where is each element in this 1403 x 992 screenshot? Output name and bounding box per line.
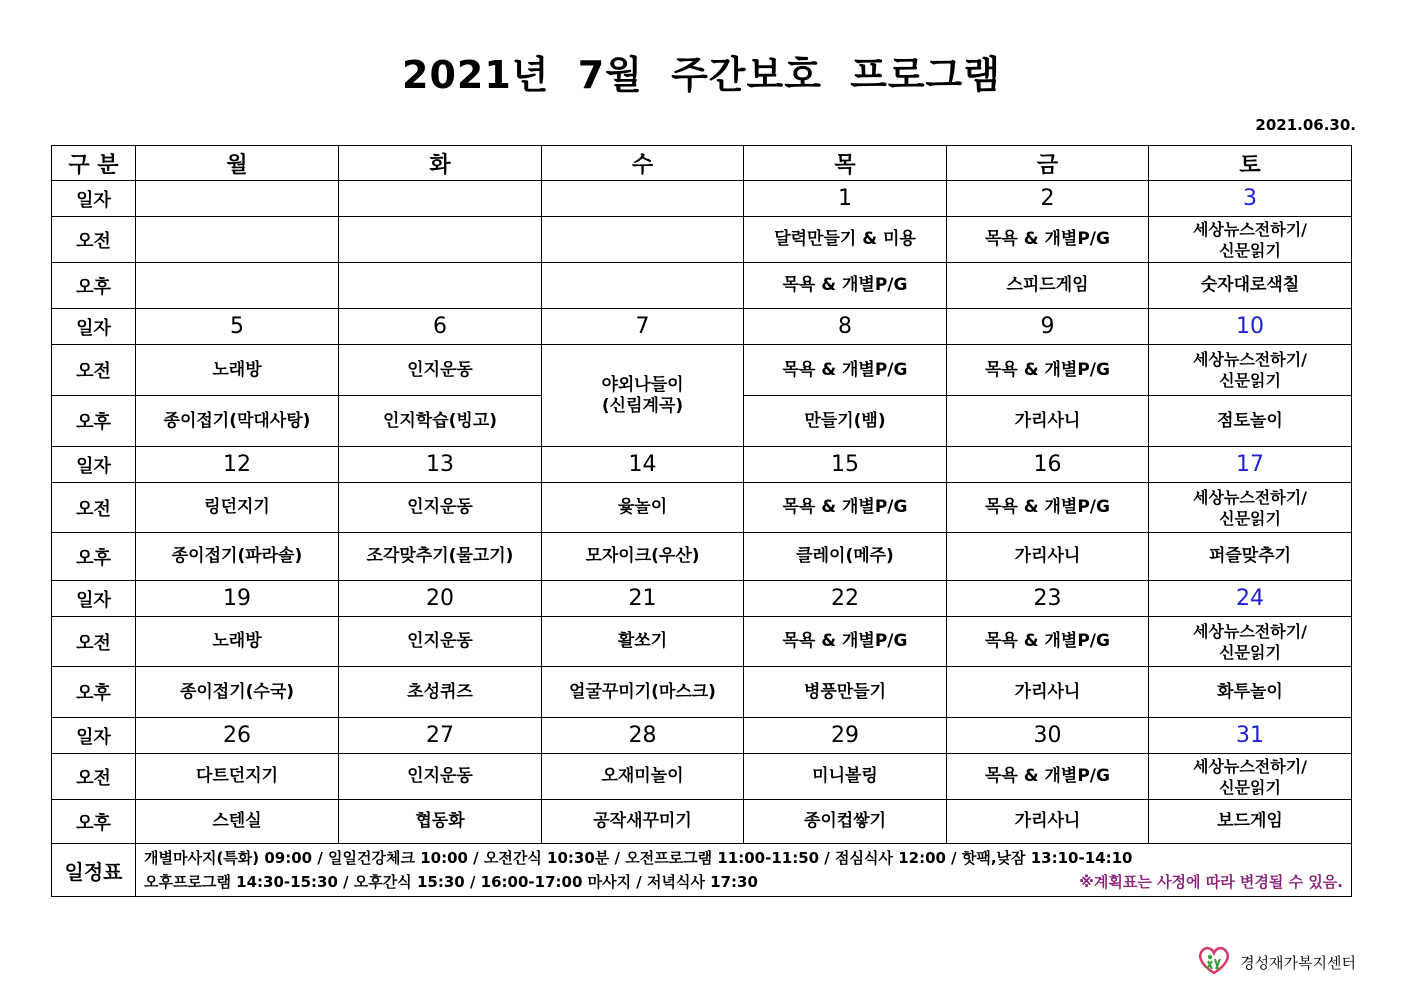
am-activity: 세상뉴스전하기/ 신문읽기 [1149, 754, 1352, 800]
am-activity: 세상뉴스전하기/ 신문읽기 [1149, 483, 1352, 533]
am-activity: 다트던지기 [136, 754, 339, 800]
pm-activity: 목욕 & 개별P/G [744, 263, 947, 309]
row-label-date: 일자 [52, 718, 136, 754]
am-activity: 활쏘기 [542, 617, 744, 667]
pm-activity: 가리사니 [947, 533, 1149, 581]
am-activity: 목욕 & 개별P/G [744, 345, 947, 396]
pm-activity: 퍼즐맞추기 [1149, 533, 1352, 581]
schedule-line-1: 개별마사지(특화) 09:00 / 일일건강체크 10:00 / 오전간식 10:30분 / 오전프로그램 11:00-11:50 / 점심식사 12:00 / 핫팩,낮잠 13:10-14:10 [144, 849, 1133, 867]
date-cell: 13 [339, 447, 542, 483]
am-activity: 인지운동 [339, 483, 542, 533]
row-label-pm: 오후 [52, 800, 136, 844]
am-activity [339, 217, 542, 263]
pm-activity: 가리사니 [947, 667, 1149, 718]
row-label-pm: 오후 [52, 533, 136, 581]
pm-activity: 화투놀이 [1149, 667, 1352, 718]
am-activity: 인지운동 [339, 345, 542, 396]
date-cell: 21 [542, 581, 744, 617]
am-activity [136, 217, 339, 263]
date-cell: 28 [542, 718, 744, 754]
pm-activity: 스피드게임 [947, 263, 1149, 309]
am-activity: 목욕 & 개별P/G [744, 617, 947, 667]
am-activity: 목욕 & 개별P/G [947, 483, 1149, 533]
date-cell: 14 [542, 447, 744, 483]
row-label-am: 오전 [52, 345, 136, 396]
pm-activity: 숫자대로색칠 [1149, 263, 1352, 309]
schedule-row [52, 844, 1352, 897]
org-name: 경성재가복지센터 [1240, 953, 1356, 972]
row-label-date: 일자 [52, 581, 136, 617]
pm-activity: 모자이크(우산) [542, 533, 744, 581]
pm-activity: 종이컵쌓기 [744, 800, 947, 844]
date-cell: 2 [947, 181, 1149, 217]
am-row [52, 754, 1352, 800]
date-cell: 17 [1149, 447, 1352, 483]
pm-activity: 클레이(메주) [744, 533, 947, 581]
am-row [52, 483, 1352, 533]
am-activity: 세상뉴스전하기/ 신문읽기 [1149, 345, 1352, 396]
pm-row [52, 533, 1352, 581]
page-title: 2021년 7월 주간보호 프로그램 [402, 53, 1001, 97]
date-cell: 20 [339, 581, 542, 617]
date-row [52, 447, 1352, 483]
am-activity: 인지운동 [339, 754, 542, 800]
pm-activity: 병풍만들기 [744, 667, 947, 718]
date-cell [136, 181, 339, 217]
pm-activity: 공작새꾸미기 [542, 800, 744, 844]
pm-row [52, 667, 1352, 718]
pm-activity: 스텐실 [136, 800, 339, 844]
row-label-date: 일자 [52, 181, 136, 217]
am-row [52, 617, 1352, 667]
row-label-schedule: 일정표 [52, 844, 136, 897]
row-label-date: 일자 [52, 309, 136, 345]
date-cell: 10 [1149, 309, 1352, 345]
am-activity: 노래방 [136, 345, 339, 396]
row-label-am: 오전 [52, 217, 136, 263]
am-activity: 목욕 & 개별P/G [744, 483, 947, 533]
am-activity: 달력만들기 & 미용 [744, 217, 947, 263]
date-cell: 12 [136, 447, 339, 483]
pm-activity: 만들기(뱀) [744, 396, 947, 447]
date-row [52, 309, 1352, 345]
row-label-pm: 오후 [52, 396, 136, 447]
am-activity: 세상뉴스전하기/ 신문읽기 [1149, 217, 1352, 263]
date-cell: 1 [744, 181, 947, 217]
date-cell: 27 [339, 718, 542, 754]
row-label-date: 일자 [52, 447, 136, 483]
am-activity: 오재미놀이 [542, 754, 744, 800]
date-cell: 23 [947, 581, 1149, 617]
row-label-am: 오전 [52, 754, 136, 800]
am-activity: 노래방 [136, 617, 339, 667]
date-cell: 16 [947, 447, 1149, 483]
row-label-am: 오전 [52, 617, 136, 667]
date-cell: 7 [542, 309, 744, 345]
schedule-table [51, 145, 1352, 897]
date-cell: 6 [339, 309, 542, 345]
header-category: 구 분 [52, 146, 136, 181]
pm-row [52, 263, 1352, 309]
daily-schedule [136, 844, 1352, 897]
date-cell: 15 [744, 447, 947, 483]
am-activity: 목욕 & 개별P/G [947, 217, 1149, 263]
header-fri: 금 [947, 146, 1149, 181]
am-activity: 목욕 & 개별P/G [947, 754, 1149, 800]
pm-activity: 협동화 [339, 800, 542, 844]
issue-date: 2021.06.30. [1255, 116, 1356, 134]
header-row [52, 146, 1352, 181]
date-cell: 26 [136, 718, 339, 754]
date-cell: 19 [136, 581, 339, 617]
pm-activity: 인지학습(빙고) [339, 396, 542, 447]
heart-logo-icon [1196, 942, 1232, 982]
am-activity: 인지운동 [339, 617, 542, 667]
schedule-line-2: 오후프로그램 14:30-15:30 / 오후간식 15:30 / 16:00-17:00 마사지 / 저녁식사 17:30 [144, 873, 758, 891]
date-cell: 22 [744, 581, 947, 617]
am-activity: 미니볼링 [744, 754, 947, 800]
date-cell: 24 [1149, 581, 1352, 617]
am-activity: 링던지기 [136, 483, 339, 533]
change-notice: ※계획표는 사정에 따라 변경될 수 있음. [1079, 873, 1343, 891]
am-activity: 세상뉴스전하기/ 신문읽기 [1149, 617, 1352, 667]
date-cell: 5 [136, 309, 339, 345]
date-cell [339, 181, 542, 217]
date-cell: 3 [1149, 181, 1352, 217]
header-sat: 토 [1149, 146, 1352, 181]
header-wed: 수 [542, 146, 744, 181]
pm-activity: 초성퀴즈 [339, 667, 542, 718]
schedule-line-2-wrap [144, 870, 1343, 894]
pm-activity: 가리사니 [947, 396, 1149, 447]
am-activity [542, 217, 744, 263]
date-row [52, 718, 1352, 754]
am-activity: 윷놀이 [542, 483, 744, 533]
header-thu: 목 [744, 146, 947, 181]
date-cell: 29 [744, 718, 947, 754]
pm-activity: 조각맞추기(물고기) [339, 533, 542, 581]
date-row [52, 581, 1352, 617]
date-cell: 8 [744, 309, 947, 345]
pm-activity: 점토놀이 [1149, 396, 1352, 447]
footer [1196, 942, 1356, 982]
date-cell [542, 181, 744, 217]
row-label-pm: 오후 [52, 667, 136, 718]
pm-activity [542, 263, 744, 309]
row-label-pm: 오후 [52, 263, 136, 309]
am-row [52, 217, 1352, 263]
am-activity: 목욕 & 개별P/G [947, 617, 1149, 667]
pm-activity: 보드게임 [1149, 800, 1352, 844]
header-tue: 화 [339, 146, 542, 181]
date-cell: 31 [1149, 718, 1352, 754]
pm-activity: 얼굴꾸미기(마스크) [542, 667, 744, 718]
am-row [52, 345, 1352, 396]
date-cell: 9 [947, 309, 1149, 345]
pm-activity: 종이접기(파라솔) [136, 533, 339, 581]
pm-activity [136, 263, 339, 309]
pm-activity: 종이접기(수국) [136, 667, 339, 718]
row-label-am: 오전 [52, 483, 136, 533]
pm-activity: 종이접기(막대사탕) [136, 396, 339, 447]
am-activity: 목욕 & 개별P/G [947, 345, 1149, 396]
am-activity: 야외나들이 (신림계곡) [542, 345, 744, 447]
date-row [52, 181, 1352, 217]
date-cell: 30 [947, 718, 1149, 754]
header-mon: 월 [136, 146, 339, 181]
pm-row [52, 800, 1352, 844]
pm-activity [339, 263, 542, 309]
pm-activity: 가리사니 [947, 800, 1149, 844]
